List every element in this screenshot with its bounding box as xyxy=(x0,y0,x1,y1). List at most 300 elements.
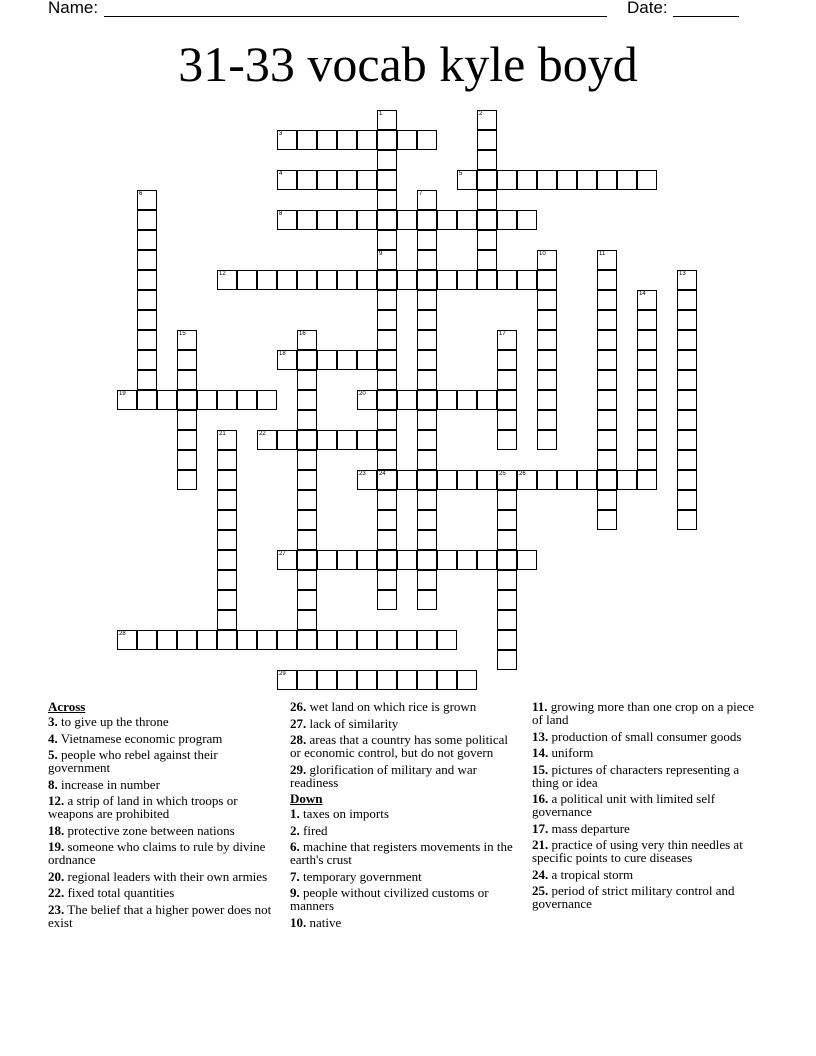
crossword-cell[interactable] xyxy=(437,390,457,410)
crossword-cell[interactable] xyxy=(637,410,657,430)
crossword-cell[interactable] xyxy=(377,470,397,490)
cell-number: 24 xyxy=(379,471,386,477)
crossword-cell[interactable] xyxy=(457,550,477,570)
crossword-cell[interactable] xyxy=(257,390,277,410)
crossword-cell[interactable] xyxy=(117,630,137,650)
cell-number: 28 xyxy=(119,631,126,637)
crossword-cell[interactable] xyxy=(177,330,197,350)
crossword-cell[interactable] xyxy=(257,630,277,650)
crossword-cell[interactable] xyxy=(677,330,697,350)
crossword-cell[interactable] xyxy=(477,190,497,210)
crossword-cell[interactable] xyxy=(417,190,437,210)
crossword-cell[interactable] xyxy=(177,370,197,390)
crossword-cell[interactable] xyxy=(277,550,297,570)
crossword-cell[interactable] xyxy=(417,290,437,310)
crossword-cell[interactable] xyxy=(537,390,557,410)
crossword-cell[interactable] xyxy=(537,370,557,390)
crossword-cell[interactable] xyxy=(197,630,217,650)
crossword-cell[interactable] xyxy=(497,350,517,370)
crossword-cell[interactable] xyxy=(417,390,437,410)
crossword-cell[interactable] xyxy=(377,330,397,350)
crossword-cell[interactable] xyxy=(277,170,297,190)
crossword-cell[interactable] xyxy=(217,550,237,570)
crossword-cell[interactable] xyxy=(437,270,457,290)
crossword-cell[interactable] xyxy=(317,430,337,450)
crossword-cell[interactable] xyxy=(497,630,517,650)
crossword-cell[interactable] xyxy=(337,430,357,450)
crossword-cell[interactable] xyxy=(417,470,437,490)
crossword-cell[interactable] xyxy=(137,210,157,230)
crossword-cell[interactable] xyxy=(357,350,377,370)
crossword-cell[interactable] xyxy=(357,390,377,410)
crossword-cell[interactable] xyxy=(297,550,317,570)
crossword-cell[interactable] xyxy=(477,270,497,290)
crossword-cell[interactable] xyxy=(497,510,517,530)
crossword-cell[interactable] xyxy=(437,210,457,230)
crossword-cell[interactable] xyxy=(377,530,397,550)
crossword-cell[interactable] xyxy=(417,270,437,290)
crossword-cell[interactable] xyxy=(517,210,537,230)
crossword-cell[interactable] xyxy=(417,670,437,690)
crossword-cell[interactable] xyxy=(437,470,457,490)
crossword-cell[interactable] xyxy=(337,210,357,230)
crossword-cell[interactable] xyxy=(417,590,437,610)
crossword-cell[interactable] xyxy=(377,310,397,330)
crossword-cell[interactable] xyxy=(257,270,277,290)
clue-number: 22. xyxy=(48,885,65,900)
crossword-cell[interactable] xyxy=(417,490,437,510)
crossword-cell[interactable] xyxy=(297,470,317,490)
crossword-cell[interactable] xyxy=(357,670,377,690)
crossword-cell[interactable] xyxy=(597,270,617,290)
crossword-cell[interactable] xyxy=(537,290,557,310)
clue-text: production of small consumer goods xyxy=(548,728,742,744)
crossword-cell[interactable] xyxy=(357,210,377,230)
crossword-cell[interactable] xyxy=(277,350,297,370)
crossword-cell[interactable] xyxy=(377,190,397,210)
crossword-cell[interactable] xyxy=(497,210,517,230)
crossword-cell[interactable] xyxy=(637,290,657,310)
crossword-cell[interactable] xyxy=(297,510,317,530)
crossword-cell[interactable] xyxy=(297,610,317,630)
crossword-cell[interactable] xyxy=(677,490,697,510)
crossword-cell[interactable] xyxy=(297,530,317,550)
crossword-cell[interactable] xyxy=(297,270,317,290)
crossword-cell[interactable] xyxy=(477,210,497,230)
crossword-cell[interactable] xyxy=(357,270,377,290)
crossword-cell[interactable] xyxy=(297,390,317,410)
crossword-cell[interactable] xyxy=(257,430,277,450)
crossword-cell[interactable] xyxy=(377,630,397,650)
crossword-cell[interactable] xyxy=(377,390,397,410)
crossword-cell[interactable] xyxy=(377,450,397,470)
crossword-cell[interactable] xyxy=(497,430,517,450)
crossword-cell[interactable] xyxy=(597,470,617,490)
crossword-cell[interactable] xyxy=(377,150,397,170)
crossword-cell[interactable] xyxy=(357,130,377,150)
crossword-cell[interactable] xyxy=(497,470,517,490)
crossword-cell[interactable] xyxy=(677,450,697,470)
crossword-cell[interactable] xyxy=(477,110,497,130)
crossword-cell[interactable] xyxy=(597,350,617,370)
crossword-cell[interactable] xyxy=(417,210,437,230)
cell-number: 11 xyxy=(599,251,606,257)
cell-number: 10 xyxy=(539,251,546,257)
crossword-cell[interactable] xyxy=(417,410,437,430)
crossword-cell[interactable] xyxy=(617,470,637,490)
cell-number: 2 xyxy=(479,111,483,117)
crossword-cell[interactable] xyxy=(297,450,317,470)
crossword-cell[interactable] xyxy=(377,510,397,530)
cell-number: 15 xyxy=(179,331,186,337)
crossword-cell[interactable] xyxy=(497,590,517,610)
crossword-cell[interactable] xyxy=(317,210,337,230)
crossword-cell[interactable] xyxy=(497,490,517,510)
crossword-cell[interactable] xyxy=(317,550,337,570)
crossword-cell[interactable] xyxy=(277,270,297,290)
crossword-cell[interactable] xyxy=(677,370,697,390)
crossword-cell[interactable] xyxy=(337,670,357,690)
crossword-cell[interactable] xyxy=(497,570,517,590)
crossword-cell[interactable] xyxy=(137,250,157,270)
crossword-cell[interactable] xyxy=(457,170,477,190)
crossword-cell[interactable] xyxy=(417,630,437,650)
crossword-cell[interactable] xyxy=(337,270,357,290)
crossword-cell[interactable] xyxy=(297,210,317,230)
crossword-cell[interactable] xyxy=(537,470,557,490)
clues-column-1 xyxy=(48,700,280,932)
crossword-cell[interactable] xyxy=(397,630,417,650)
crossword-cell[interactable] xyxy=(217,270,237,290)
crossword-cell[interactable] xyxy=(377,670,397,690)
crossword-cell[interactable] xyxy=(557,170,577,190)
crossword-cell[interactable] xyxy=(537,250,557,270)
crossword-cell[interactable] xyxy=(217,470,237,490)
crossword-cell[interactable] xyxy=(377,550,397,570)
clue-text: people without civilized customs or manners xyxy=(290,885,489,913)
crossword-cell[interactable] xyxy=(277,670,297,690)
crossword-cell[interactable] xyxy=(137,330,157,350)
crossword-cell[interactable] xyxy=(137,630,157,650)
crossword-cell[interactable] xyxy=(497,330,517,350)
crossword-cell[interactable] xyxy=(597,450,617,470)
crossword-cell[interactable] xyxy=(597,370,617,390)
crossword-cell[interactable] xyxy=(597,250,617,270)
crossword-cell[interactable] xyxy=(377,110,397,130)
crossword-cell[interactable] xyxy=(237,630,257,650)
crossword-cell[interactable] xyxy=(497,530,517,550)
crossword-cell[interactable] xyxy=(317,130,337,150)
crossword-cell[interactable] xyxy=(537,170,557,190)
crossword-cell[interactable] xyxy=(497,170,517,190)
crossword-cell[interactable] xyxy=(297,170,317,190)
crossword-cell[interactable] xyxy=(217,390,237,410)
crossword-cell[interactable] xyxy=(337,550,357,570)
crossword-cell[interactable] xyxy=(297,130,317,150)
crossword-cell[interactable] xyxy=(517,170,537,190)
crossword-cell[interactable] xyxy=(337,630,357,650)
crossword-cell[interactable] xyxy=(677,430,697,450)
down-clue xyxy=(532,763,764,789)
crossword-cell[interactable] xyxy=(637,310,657,330)
crossword-cell[interactable] xyxy=(297,330,317,350)
crossword-cell[interactable] xyxy=(137,270,157,290)
across-clue xyxy=(290,763,522,789)
crossword-cell[interactable] xyxy=(377,490,397,510)
crossword-cell[interactable] xyxy=(597,490,617,510)
crossword-cell[interactable] xyxy=(477,550,497,570)
crossword-cell[interactable] xyxy=(357,630,377,650)
crossword-cell[interactable] xyxy=(277,210,297,230)
crossword-cell[interactable] xyxy=(217,450,237,470)
down-clue xyxy=(290,886,522,912)
crossword-cell[interactable] xyxy=(277,430,297,450)
crossword-cell[interactable] xyxy=(417,510,437,530)
crossword-cell[interactable] xyxy=(497,370,517,390)
crossword-cell[interactable] xyxy=(637,170,657,190)
crossword-cell[interactable] xyxy=(417,570,437,590)
crossword-cell[interactable] xyxy=(497,610,517,630)
crossword-cell[interactable] xyxy=(377,250,397,270)
crossword-cell[interactable] xyxy=(637,470,657,490)
crossword-cell[interactable] xyxy=(397,270,417,290)
crossword-cell[interactable] xyxy=(677,290,697,310)
crossword-cell[interactable] xyxy=(297,570,317,590)
crossword-cell[interactable] xyxy=(357,550,377,570)
cell-number: 1 xyxy=(379,111,383,117)
crossword-cell[interactable] xyxy=(297,630,317,650)
crossword-cell[interactable] xyxy=(677,350,697,370)
crossword-cell[interactable] xyxy=(497,550,517,570)
crossword-cell[interactable] xyxy=(677,390,697,410)
crossword-cell[interactable] xyxy=(157,630,177,650)
crossword-cell[interactable] xyxy=(677,310,697,330)
cell-number: 17 xyxy=(499,331,506,337)
crossword-cell[interactable] xyxy=(417,130,437,150)
crossword-cell[interactable] xyxy=(277,130,297,150)
crossword-cell[interactable] xyxy=(217,430,237,450)
crossword-cell[interactable] xyxy=(417,550,437,570)
crossword-cell[interactable] xyxy=(317,170,337,190)
crossword-cell[interactable] xyxy=(217,630,237,650)
crossword-cell[interactable] xyxy=(677,270,697,290)
crossword-cell[interactable] xyxy=(297,410,317,430)
crossword-cell[interactable] xyxy=(417,530,437,550)
clue-text: glorification of military and war readiness xyxy=(290,761,478,790)
crossword-cell[interactable] xyxy=(377,570,397,590)
crossword-cell[interactable] xyxy=(317,270,337,290)
crossword-cell[interactable] xyxy=(497,390,517,410)
crossword-cell[interactable] xyxy=(317,670,337,690)
crossword-cell[interactable] xyxy=(157,390,177,410)
crossword-cell[interactable] xyxy=(377,590,397,610)
crossword-cell[interactable] xyxy=(617,170,637,190)
clue-text: growing more than one crop on a piece of land xyxy=(532,699,755,727)
crossword-cell[interactable] xyxy=(137,310,157,330)
crossword-cell[interactable] xyxy=(597,170,617,190)
crossword-cell[interactable] xyxy=(177,630,197,650)
crossword-cell[interactable] xyxy=(137,290,157,310)
crossword-cell[interactable] xyxy=(377,170,397,190)
clue-text: practice of using very thin needles at specific points to cure diseases xyxy=(532,837,743,865)
crossword-cell[interactable] xyxy=(457,390,477,410)
clue-text: native xyxy=(306,914,342,930)
crossword-cell[interactable] xyxy=(177,450,197,470)
crossword-cell[interactable] xyxy=(317,350,337,370)
crossword-cell[interactable] xyxy=(377,230,397,250)
crossword-cell[interactable] xyxy=(237,270,257,290)
crossword-cell[interactable] xyxy=(417,430,437,450)
crossword-cell[interactable] xyxy=(417,310,437,330)
crossword-cell[interactable] xyxy=(297,350,317,370)
crossword-cell[interactable] xyxy=(597,510,617,530)
crossword-cell[interactable] xyxy=(517,550,537,570)
crossword-cell[interactable] xyxy=(597,330,617,350)
crossword-cell[interactable] xyxy=(217,490,237,510)
crossword-cell[interactable] xyxy=(297,370,317,390)
crossword-cell[interactable] xyxy=(217,610,237,630)
crossword-cell[interactable] xyxy=(517,470,537,490)
crossword-cell[interactable] xyxy=(477,250,497,270)
crossword-cell[interactable] xyxy=(677,510,697,530)
crossword-cell[interactable] xyxy=(217,570,237,590)
crossword-cell[interactable] xyxy=(177,410,197,430)
crossword-cell[interactable] xyxy=(537,350,557,370)
down-clue xyxy=(290,824,522,837)
crossword-cell[interactable] xyxy=(297,430,317,450)
cell-number: 23 xyxy=(359,471,366,477)
crossword-cell[interactable] xyxy=(297,670,317,690)
crossword-cell[interactable] xyxy=(337,130,357,150)
crossword-cell[interactable] xyxy=(137,350,157,370)
crossword-cell[interactable] xyxy=(597,390,617,410)
crossword-cell[interactable] xyxy=(637,390,657,410)
crossword-cell[interactable] xyxy=(457,470,477,490)
crossword-cell[interactable] xyxy=(417,250,437,270)
crossword-cell[interactable] xyxy=(377,130,397,150)
crossword-cell[interactable] xyxy=(377,410,397,430)
crossword-cell[interactable] xyxy=(637,450,657,470)
crossword-cell[interactable] xyxy=(277,630,297,650)
crossword-cell[interactable] xyxy=(397,550,417,570)
crossword-cell[interactable] xyxy=(477,170,497,190)
crossword-cell[interactable] xyxy=(357,470,377,490)
clue-number: 16. xyxy=(532,791,549,806)
cell-number: 4 xyxy=(279,171,283,177)
crossword-cell[interactable] xyxy=(597,410,617,430)
crossword-cell[interactable] xyxy=(477,150,497,170)
crossword-cell[interactable] xyxy=(177,470,197,490)
crossword-cell[interactable] xyxy=(397,670,417,690)
crossword-cell[interactable] xyxy=(577,170,597,190)
clue-text: pictures of characters representing a thing or idea xyxy=(532,761,740,790)
crossword-cell[interactable] xyxy=(137,190,157,210)
crossword-cell[interactable] xyxy=(177,430,197,450)
clue-number: 24. xyxy=(532,866,549,882)
crossword-cell[interactable] xyxy=(637,350,657,370)
crossword-cell[interactable] xyxy=(337,170,357,190)
crossword-cell[interactable] xyxy=(477,230,497,250)
crossword-cell[interactable] xyxy=(517,270,537,290)
crossword-cell[interactable] xyxy=(417,350,437,370)
crossword-cell[interactable] xyxy=(177,390,197,410)
crossword-cell[interactable] xyxy=(417,230,437,250)
crossword-cell[interactable] xyxy=(597,290,617,310)
crossword-cell[interactable] xyxy=(677,410,697,430)
clue-number: 2. xyxy=(290,822,300,838)
crossword-cell[interactable] xyxy=(597,430,617,450)
crossword-cell[interactable] xyxy=(357,430,377,450)
crossword-cell[interactable] xyxy=(317,630,337,650)
crossword-cell[interactable] xyxy=(337,350,357,370)
crossword-cell[interactable] xyxy=(217,530,237,550)
crossword-cell[interactable] xyxy=(377,350,397,370)
crossword-cell[interactable] xyxy=(397,210,417,230)
crossword-cell[interactable] xyxy=(217,590,237,610)
crossword-cell[interactable] xyxy=(497,410,517,430)
crossword-cell[interactable] xyxy=(637,330,657,350)
crossword-cell[interactable] xyxy=(377,290,397,310)
crossword-cell[interactable] xyxy=(597,310,617,330)
crossword-cell[interactable] xyxy=(537,430,557,450)
crossword-cell[interactable] xyxy=(497,270,517,290)
crossword-cell[interactable] xyxy=(557,470,577,490)
crossword-cell[interactable] xyxy=(137,230,157,250)
crossword-cell[interactable] xyxy=(477,470,497,490)
crossword-cell[interactable] xyxy=(397,470,417,490)
crossword-cell[interactable] xyxy=(537,410,557,430)
crossword-cell[interactable] xyxy=(177,350,197,370)
crossword-cell[interactable] xyxy=(457,670,477,690)
crossword-cell[interactable] xyxy=(477,390,497,410)
crossword-cell[interactable] xyxy=(197,390,217,410)
crossword-cell[interactable] xyxy=(137,390,157,410)
crossword-cell[interactable] xyxy=(297,490,317,510)
crossword-cell[interactable] xyxy=(537,310,557,330)
crossword-cell[interactable] xyxy=(417,450,437,470)
crossword-cell[interactable] xyxy=(237,390,257,410)
crossword-cell[interactable] xyxy=(397,390,417,410)
crossword-cell[interactable] xyxy=(377,430,397,450)
crossword-cell[interactable] xyxy=(537,270,557,290)
crossword-cell[interactable] xyxy=(457,210,477,230)
crossword-cell[interactable] xyxy=(217,510,237,530)
clue-text: fired xyxy=(299,822,328,838)
crossword-cell[interactable] xyxy=(297,590,317,610)
crossword-cell[interactable] xyxy=(417,370,437,390)
crossword-cell[interactable] xyxy=(637,430,657,450)
crossword-cell[interactable] xyxy=(377,210,397,230)
crossword-cell[interactable] xyxy=(677,470,697,490)
crossword-cell[interactable] xyxy=(477,130,497,150)
across-heading: Across xyxy=(48,699,86,714)
crossword-cell[interactable] xyxy=(357,170,377,190)
crossword-cell[interactable] xyxy=(397,130,417,150)
crossword-cell[interactable] xyxy=(437,670,457,690)
crossword-cell[interactable] xyxy=(437,630,457,650)
crossword-cell[interactable] xyxy=(137,370,157,390)
crossword-cell[interactable] xyxy=(577,470,597,490)
crossword-cell[interactable] xyxy=(437,550,457,570)
crossword-cell[interactable] xyxy=(377,270,397,290)
crossword-cell[interactable] xyxy=(117,390,137,410)
crossword-cell[interactable] xyxy=(457,270,477,290)
crossword-cell[interactable] xyxy=(497,650,517,670)
crossword-cell[interactable] xyxy=(377,370,397,390)
crossword-cell[interactable] xyxy=(537,330,557,350)
crossword-cell[interactable] xyxy=(637,370,657,390)
crossword-cell[interactable] xyxy=(417,330,437,350)
